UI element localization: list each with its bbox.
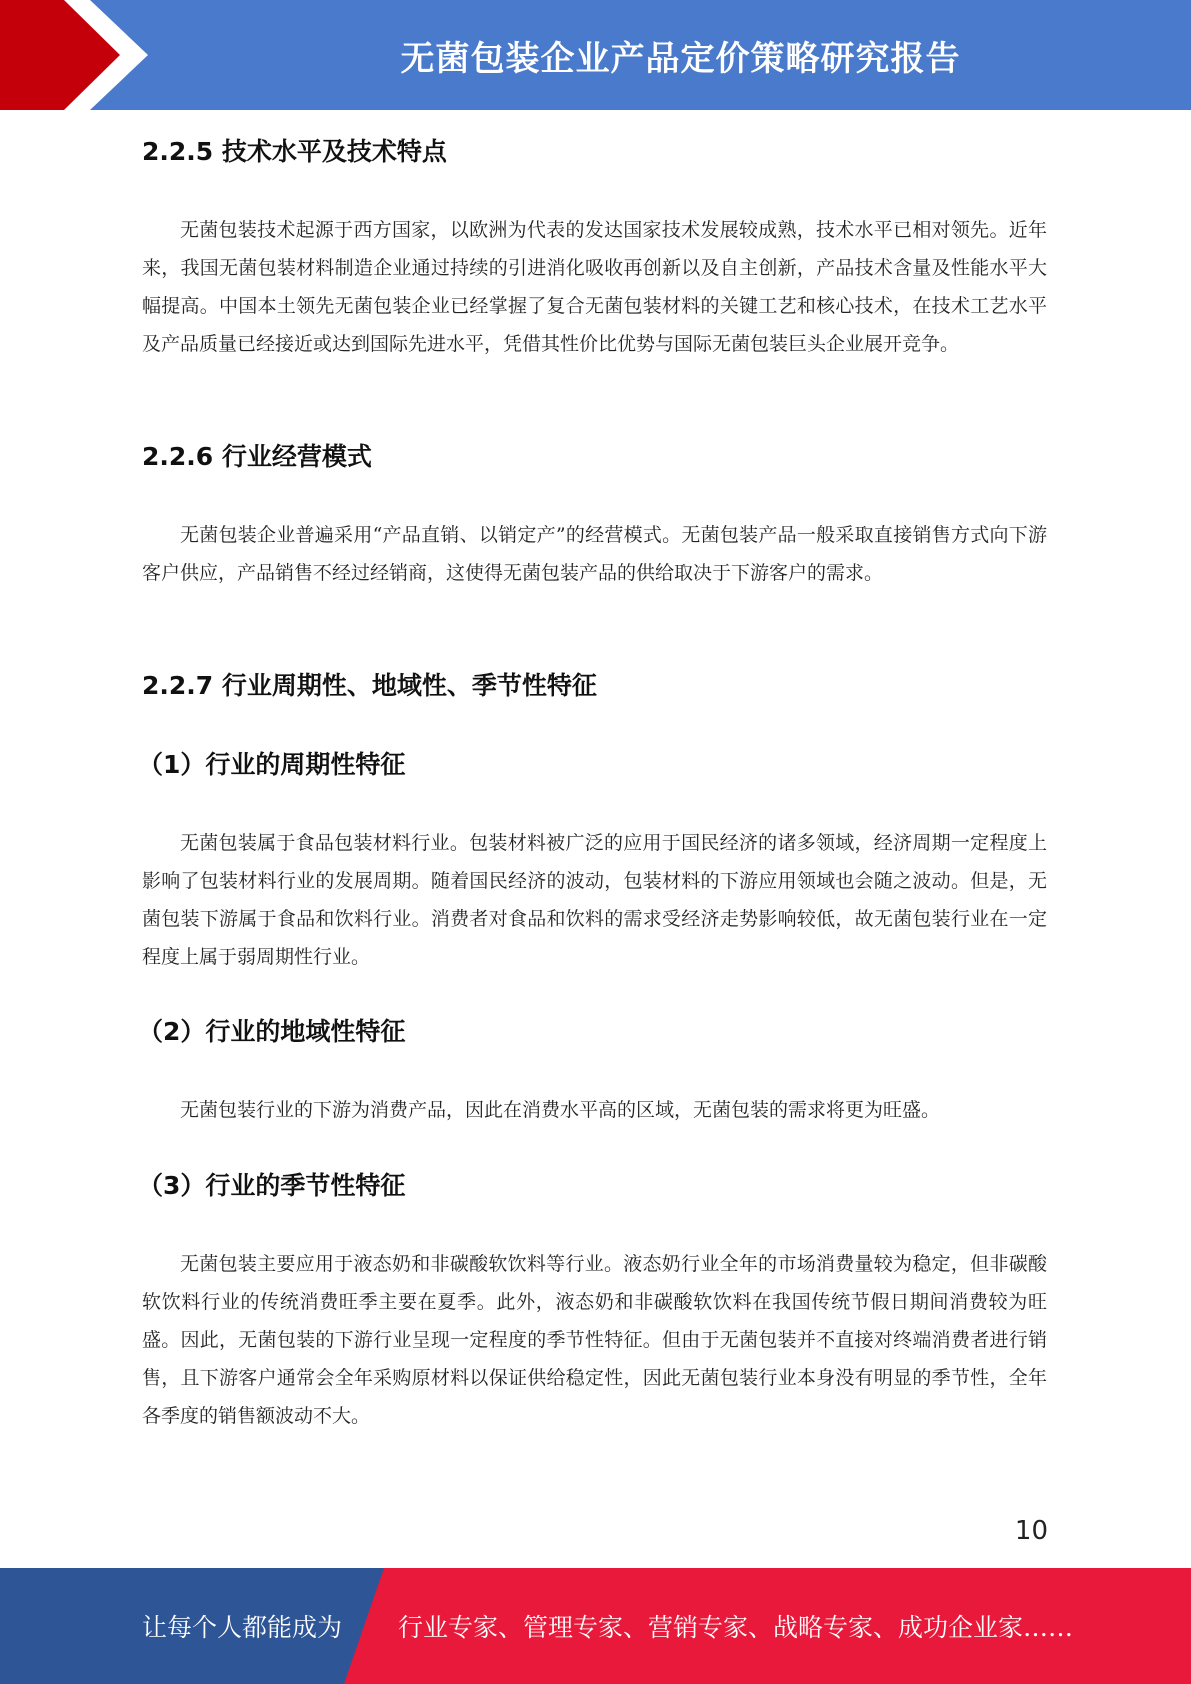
section-heading-2-2-7: 2.2.7 行业周期性、地域性、季节性特征 <box>142 671 597 700</box>
page-header <box>0 0 1191 110</box>
subsection-paragraph-cyclical: 无菌包装属于食品包装材料行业。包装材料被广泛的应用于国民经济的诸多领域，经济周期一定程度上影响了包装材料行业的发展周期。随着国民经济的波动，包装材料的下游应用领域也会随之波动。但是，无菌包装下游属于食品和饮料行业。消费者对食品和饮料的需求受经济走势影响较低，故无菌包装行业在一定程度上属于弱周期性行业。 <box>142 832 1047 968</box>
page-number: 10 <box>1014 1516 1048 1546</box>
report-title: 无菌包装企业产品定价策略研究报告 <box>400 38 961 79</box>
section-paragraph-2-2-6: 无菌包装企业普遍采用“产品直销、以销定产”的经营模式。无菌包装产品一般采取直接销售方式向下游客户供应，产品销售不经过经销商，这使得无菌包装产品的供给取决于下游客户的需求。 <box>142 524 1047 584</box>
subsection-paragraph-regional: 无菌包装行业的下游为消费产品，因此在消费水平高的区域，无菌包装的需求将更为旺盛。 <box>180 1099 941 1121</box>
page-footer <box>0 1568 1191 1684</box>
footer-slogan-right: 行业专家、管理专家、营销专家、战略专家、成功企业家…… <box>398 1613 1074 1642</box>
subsection-heading-seasonal: （3）行业的季节性特征 <box>138 1171 406 1200</box>
subsection-heading-cyclical: （1）行业的周期性特征 <box>138 750 406 779</box>
footer-slogan-left: 让每个人都能成为 <box>142 1613 343 1642</box>
subsection-paragraph-seasonal: 无菌包装主要应用于液态奶和非碳酸软饮料等行业。液态奶行业全年的市场消费量较为稳定，但非碳酸软饮料行业的传统消费旺季主要在夏季。此外，液态奶和非碳酸软饮料在我国传统节假日期间消费较为旺盛。因此，无菌包装的下游行业呈现一定程度的季节性特征。但由于无菌包装并不直接对终端消费者进行销售，且下游客户通常会全年采购原材料以保证供给稳定性，因此无菌包装行业本身没有明显的季节性，全年各季度的销售额波动不大。 <box>142 1253 1047 1427</box>
section-heading-2-2-6: 2.2.6 行业经营模式 <box>142 442 372 471</box>
header-chevron-icon <box>0 0 160 110</box>
section-paragraph-2-2-5: 无菌包装技术起源于西方国家，以欧洲为代表的发达国家技术发展较成熟，技术水平已相对领先。近年来，我国无菌包装材料制造企业通过持续的引进消化吸收再创新以及自主创新，产品技术含量及性能水平大幅提高。中国本土领先无菌包装企业已经掌握了复合无菌包装材料的关键工艺和核心技术，在技术工艺水平及产品质量已经接近或达到国际先进水平，凭借其性价比优势与国际无菌包装巨头企业展开竞争。 <box>142 219 1047 355</box>
subsection-heading-regional: （2）行业的地域性特征 <box>138 1017 406 1046</box>
section-heading-2-2-5: 2.2.5 技术水平及技术特点 <box>142 137 447 166</box>
